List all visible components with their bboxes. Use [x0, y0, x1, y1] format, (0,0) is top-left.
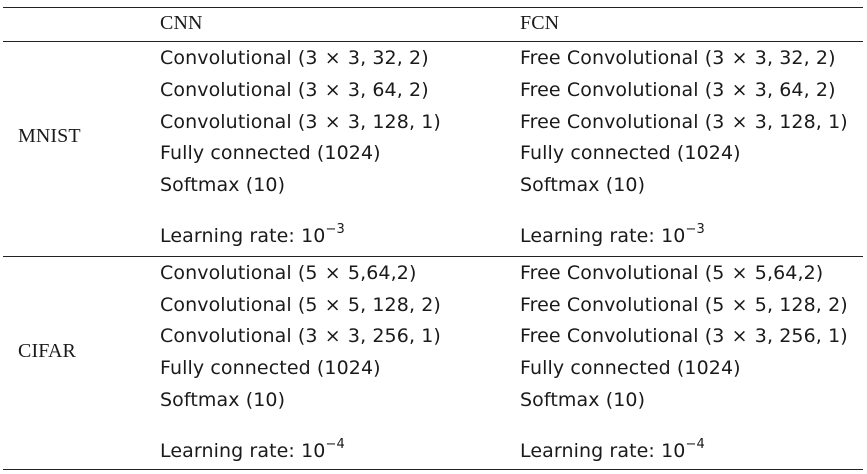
- layer-params-close: 5,64,2): [341, 262, 417, 284]
- learning-rate-base: 10: [661, 440, 686, 462]
- layer-params-open: (10): [245, 174, 286, 196]
- cnn-layer-row: [160, 141, 381, 165]
- cnn-layer-row: [160, 78, 429, 102]
- fcn-layer-row: [520, 293, 848, 317]
- layer-name: Fully connected: [520, 142, 671, 164]
- fcn-layer-row: [520, 78, 836, 102]
- times-symbol: ×: [731, 262, 748, 284]
- times-symbol: ×: [731, 111, 748, 133]
- layer-params-open: (1024): [316, 142, 381, 164]
- learning-rate-base: 10: [301, 225, 326, 247]
- fcn-layer-row: [520, 46, 836, 70]
- times-symbol: ×: [324, 325, 341, 347]
- times-symbol: ×: [324, 262, 341, 284]
- layer-name: Convolutional: [160, 47, 292, 69]
- layer-params-open: (10): [605, 174, 646, 196]
- layer-params-close: 3, 128, 1): [748, 111, 848, 133]
- cnn-layer-row: [160, 110, 441, 134]
- fcn-layer-row: [520, 261, 823, 285]
- learning-rate-fcn: [520, 436, 705, 463]
- fcn-layer-row: [520, 356, 741, 380]
- layer-params-close: 3, 256, 1): [748, 325, 848, 347]
- group-separator-rule: [3, 256, 863, 257]
- layer-params-open: (3: [704, 325, 731, 347]
- times-symbol: ×: [324, 79, 341, 101]
- learning-rate-value: [661, 221, 705, 247]
- learning-rate-base: 10: [661, 225, 686, 247]
- layer-name: Softmax: [520, 389, 600, 411]
- learning-rate-label: Learning rate:: [160, 225, 295, 247]
- times-symbol: ×: [324, 294, 341, 316]
- learning-rate-cnn: [160, 221, 345, 248]
- dataset-label-mnist: MNIST: [18, 125, 81, 147]
- layer-params-close: 3, 32, 2): [748, 47, 836, 69]
- layer-name: Free Convolutional: [520, 294, 699, 316]
- layer-params-close: 3, 256, 1): [341, 325, 441, 347]
- layer-params-close: 3, 128, 1): [341, 111, 441, 133]
- learning-rate-fcn: [520, 221, 705, 248]
- layer-params-open: (5: [704, 294, 731, 316]
- layer-params-close: 5, 128, 2): [748, 294, 848, 316]
- layer-params-close: 3, 32, 2): [341, 47, 429, 69]
- fcn-layer-row: [520, 324, 848, 348]
- layer-name: Convolutional: [160, 262, 292, 284]
- layer-name: Free Convolutional: [520, 47, 699, 69]
- layer-name: Convolutional: [160, 111, 292, 133]
- layer-params-close: 3, 64, 2): [341, 79, 429, 101]
- learning-rate-exponent: −4: [685, 436, 705, 452]
- learning-rate-exponent: −3: [325, 221, 345, 237]
- times-symbol: ×: [731, 79, 748, 101]
- learning-rate-exponent: −4: [325, 436, 345, 452]
- learning-rate-value: [301, 436, 345, 462]
- layer-params-open: (3: [297, 47, 324, 69]
- layer-params-open: (1024): [676, 357, 741, 379]
- fcn-layer-row: [520, 110, 848, 134]
- learning-rate-cnn: [160, 436, 345, 463]
- layer-params-open: (3: [704, 111, 731, 133]
- layer-params-close: 5,64,2): [748, 262, 824, 284]
- fcn-layer-row: [520, 173, 645, 197]
- header-rule: [3, 41, 863, 42]
- dataset-label-cifar: CIFAR: [18, 340, 76, 362]
- layer-params-open: (10): [245, 389, 286, 411]
- times-symbol: ×: [324, 111, 341, 133]
- cnn-layer-row: [160, 173, 285, 197]
- layer-params-open: (3: [297, 79, 324, 101]
- layer-name: Free Convolutional: [520, 262, 699, 284]
- times-symbol: ×: [731, 325, 748, 347]
- layer-name: Softmax: [520, 174, 600, 196]
- cnn-layer-row: [160, 388, 285, 412]
- times-symbol: ×: [324, 47, 341, 69]
- layer-name: Free Convolutional: [520, 111, 699, 133]
- learning-rate-value: [301, 221, 345, 247]
- header-fcn: FCN: [520, 12, 560, 34]
- cnn-layer-row: [160, 324, 441, 348]
- bottom-rule: [3, 469, 863, 470]
- cnn-layer-row: [160, 46, 429, 70]
- layer-name: Softmax: [160, 389, 240, 411]
- learning-rate-base: 10: [301, 440, 326, 462]
- layer-params-open: (5: [297, 294, 324, 316]
- learning-rate-label: Learning rate:: [520, 440, 655, 462]
- layer-params-open: (3: [704, 79, 731, 101]
- layer-name: Free Convolutional: [520, 79, 699, 101]
- layer-params-open: (10): [605, 389, 646, 411]
- fcn-layer-row: [520, 141, 741, 165]
- learning-rate-exponent: −3: [685, 221, 705, 237]
- layer-params-open: (3: [297, 111, 324, 133]
- layer-name: Convolutional: [160, 325, 292, 347]
- header-cnn: CNN: [160, 12, 203, 34]
- layer-params-open: (3: [297, 325, 324, 347]
- cnn-layer-row: [160, 261, 416, 285]
- top-rule: [3, 7, 863, 8]
- times-symbol: ×: [731, 47, 748, 69]
- layer-name: Fully connected: [160, 357, 311, 379]
- cnn-layer-row: [160, 356, 381, 380]
- layer-name: Fully connected: [520, 357, 671, 379]
- layer-name: Softmax: [160, 174, 240, 196]
- layer-params-open: (5: [704, 262, 731, 284]
- learning-rate-value: [661, 436, 705, 462]
- layer-name: Free Convolutional: [520, 325, 699, 347]
- layer-name: Fully connected: [160, 142, 311, 164]
- layer-name: Convolutional: [160, 79, 292, 101]
- layer-name: Convolutional: [160, 294, 292, 316]
- layer-params-close: 3, 64, 2): [748, 79, 836, 101]
- layer-params-close: 5, 128, 2): [341, 294, 441, 316]
- layer-params-open: (1024): [316, 357, 381, 379]
- layer-params-open: (1024): [676, 142, 741, 164]
- fcn-layer-row: [520, 388, 645, 412]
- learning-rate-label: Learning rate:: [160, 440, 295, 462]
- layer-params-open: (3: [704, 47, 731, 69]
- cnn-layer-row: [160, 293, 441, 317]
- learning-rate-label: Learning rate:: [520, 225, 655, 247]
- layer-params-open: (5: [297, 262, 324, 284]
- times-symbol: ×: [731, 294, 748, 316]
